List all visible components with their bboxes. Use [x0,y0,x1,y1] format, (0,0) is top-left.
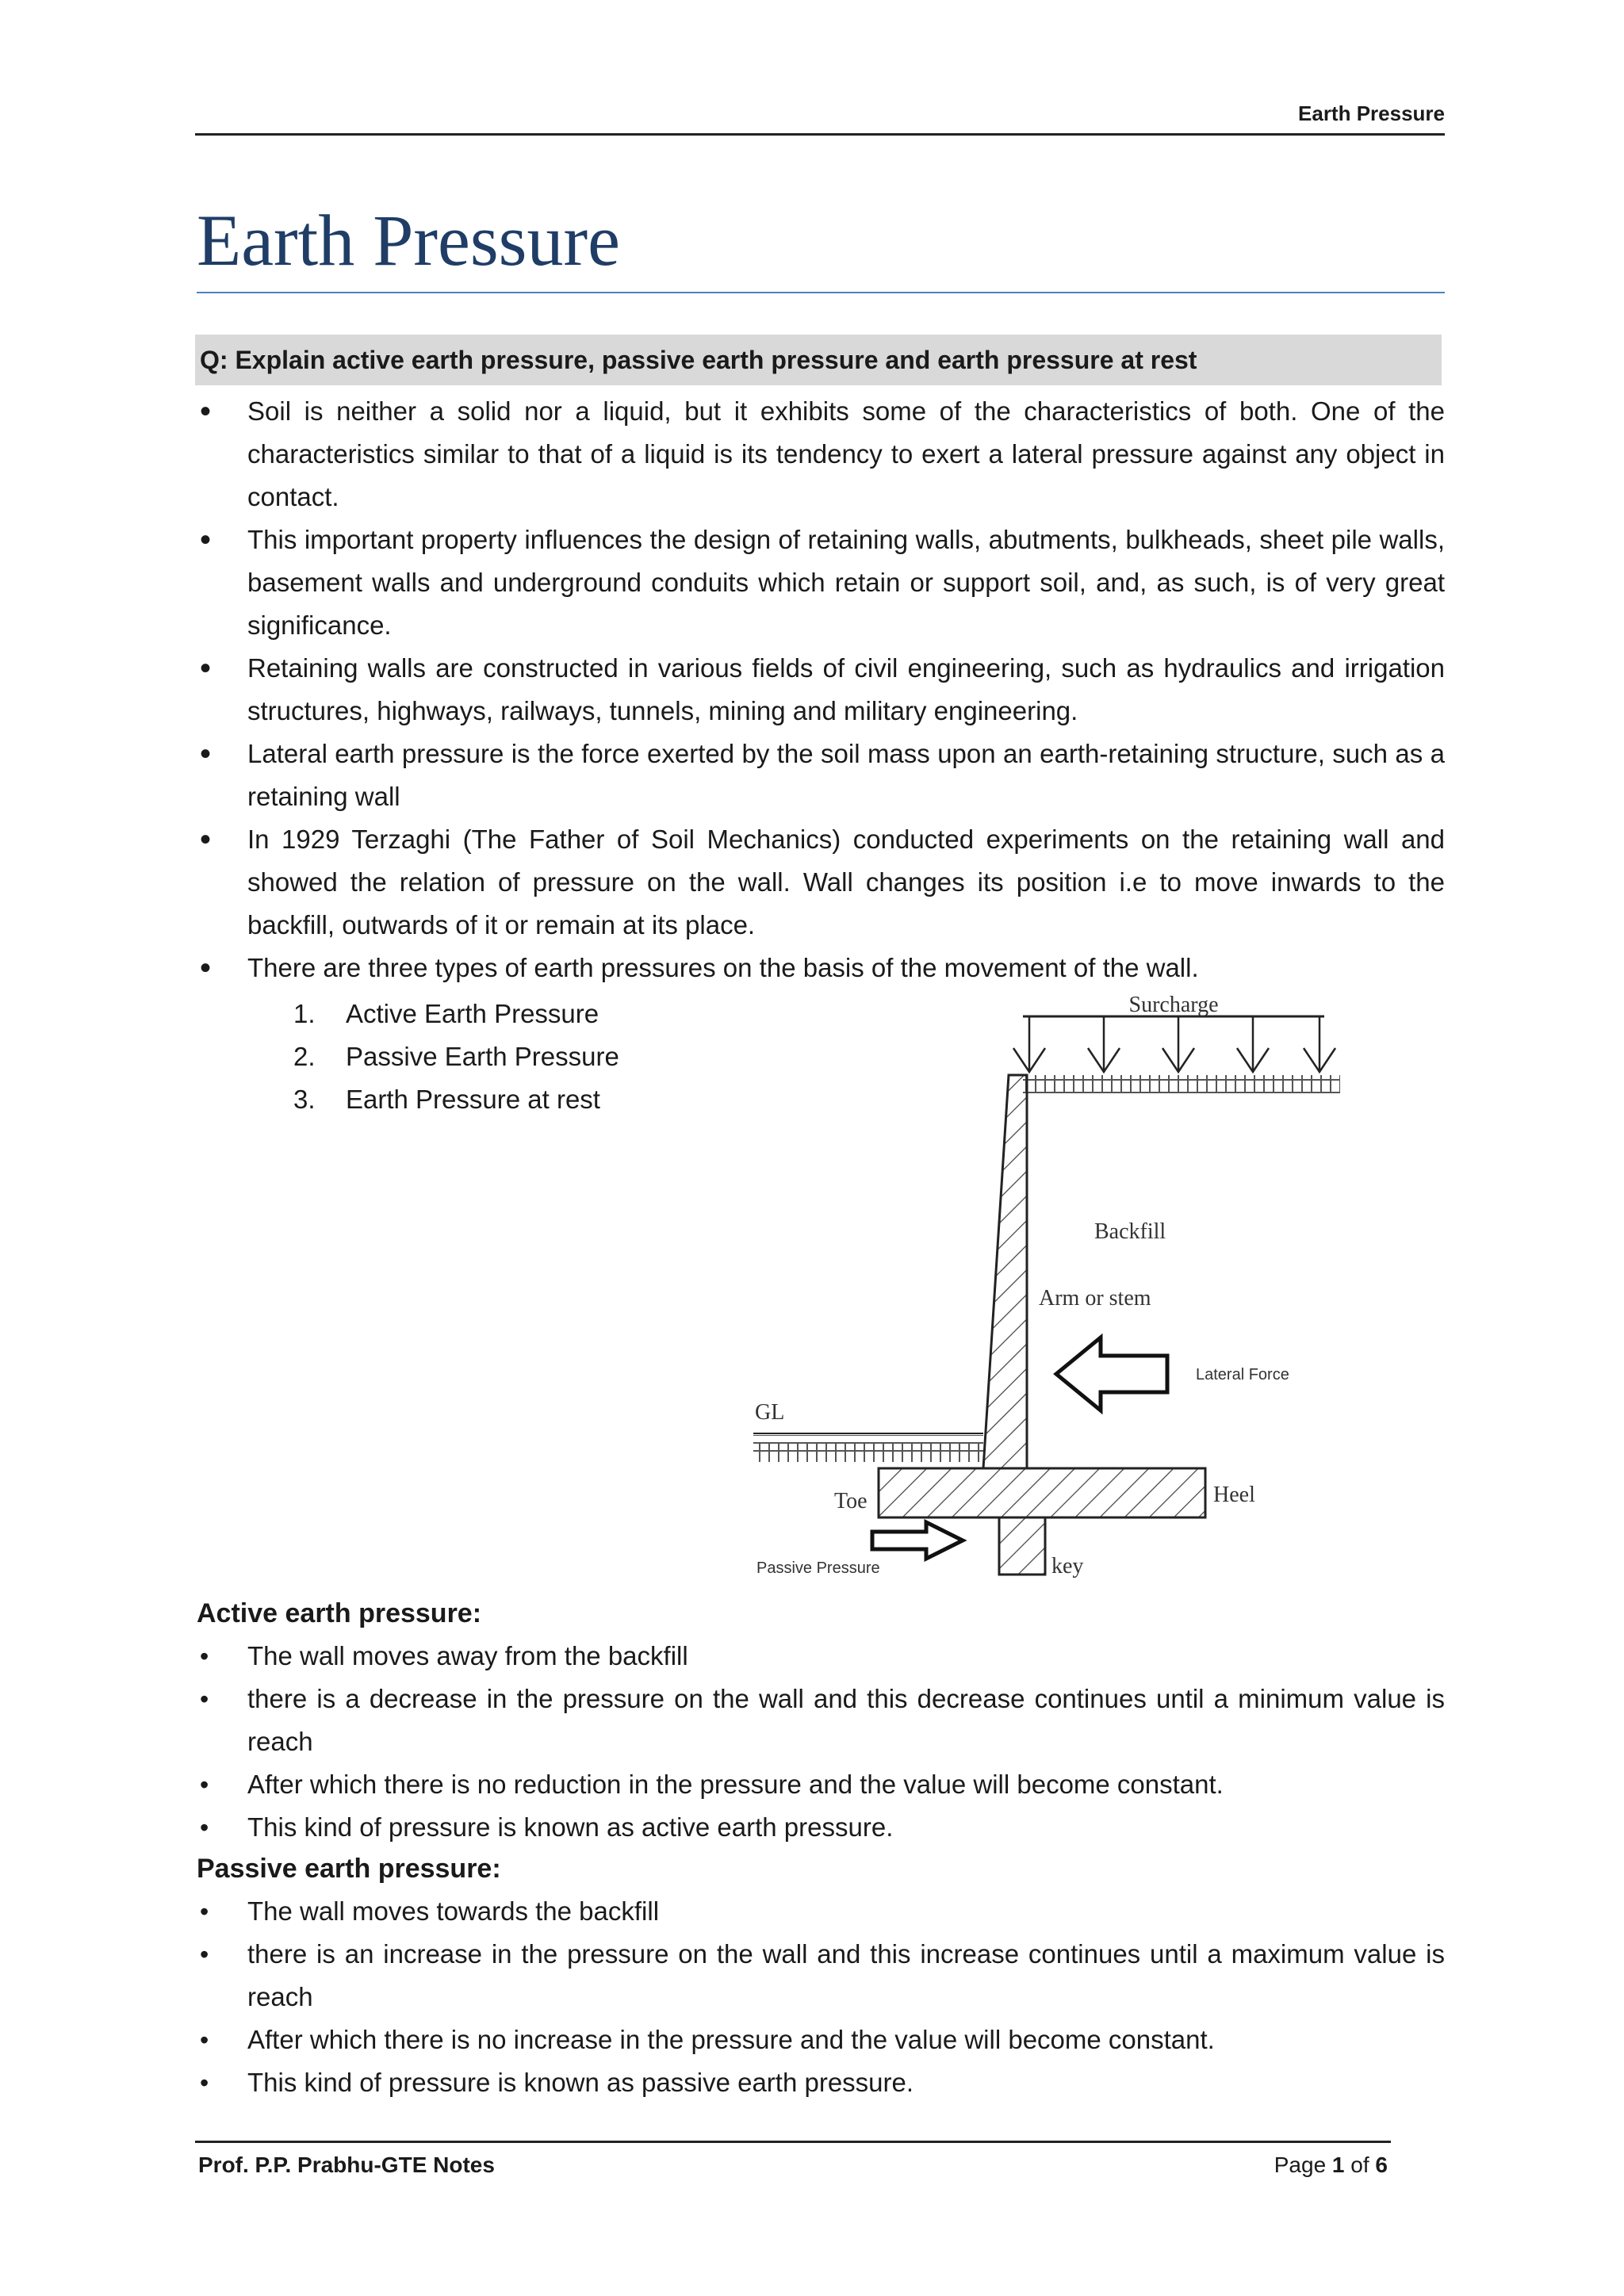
running-header [195,98,1445,136]
list-item: • The wall moves towards the backfill [195,1890,1445,1933]
list-item: • Retaining walls are constructed in various fields of civil engineering, such as hydraulics and irrigation structures, highways, railways, tunnels, mining and military engineering. [195,647,1445,733]
list-item [293,1035,619,1078]
list-item: • The wall moves away from the backfill [195,1635,1445,1678]
list-number: 1. [293,999,316,1028]
list-item: • After which there is no reduction in the pressure and the value will become constant. [195,1763,1445,1806]
list-item: • Soil is neither a solid nor a liquid, but it exhibits some of the characteristics of both. One of the characteristics similar to that of a liquid is its tendency to exert a lateral pressure against any object in contact. [195,390,1445,519]
list-item: • There are three types of earth pressures on the basis of the movement of the wall. [195,947,1445,989]
toe-label: Toe [834,1489,868,1513]
list-item: • This kind of pressure is known as active earth pressure. [195,1806,1445,1849]
gl-label: GL [755,1400,785,1425]
key-label: key [1051,1554,1084,1578]
list-item-label: Earth Pressure at rest [346,1085,600,1114]
intro-bullet-list [195,390,1445,989]
current-page: 1 [1331,2152,1345,2177]
active-earth-pressure-heading: Active earth pressure: [197,1598,482,1628]
list-number: 2. [293,1042,316,1071]
list-item: • This important property influences the design of retaining walls, abutments, bulkheads, sheet pile walls, basement walls and underground conduits which retain or support soil, and, as such, is of very great significance. [195,519,1445,647]
wall-shear-key [999,1517,1045,1575]
lateral-force-label: Lateral Force [1196,1366,1289,1383]
list-item: • there is a decrease in the pressure on the wall and this decrease continues until a minimum value is reach [195,1678,1445,1763]
retaining-wall-diagram [745,983,1364,1594]
footer-author: Prof. P.P. Prabhu-GTE Notes [198,2152,495,2177]
passive-pressure-arrow-icon [872,1522,963,1559]
list-item: • After which there is no increase in the pressure and the value will become constant. [195,2019,1445,2061]
question-heading: Q: Explain active earth pressure, passive earth pressure and earth pressure at rest [195,335,1442,385]
list-item: • This kind of pressure is known as passive earth pressure. [195,2061,1445,2104]
list-item [293,1078,619,1121]
page-number [1274,2152,1388,2178]
page-label: Page [1274,2152,1332,2177]
page-of-label: of [1344,2152,1376,2177]
active-earth-pressure-list [195,1635,1445,1849]
list-item-label: Passive Earth Pressure [346,1042,619,1071]
list-item-label: Active Earth Pressure [346,999,599,1028]
passive-pressure-label: Passive Pressure [756,1559,880,1577]
wall-base-slab [879,1468,1205,1517]
wall-stem [983,1075,1027,1468]
list-item: • Lateral earth pressure is the force exerted by the soil mass upon an earth-retaining structure, such as a retaining wall [195,733,1445,818]
page-footer [195,2141,1391,2184]
arm-label: Arm or stem [1039,1286,1151,1311]
surcharge-load [1013,1016,1335,1072]
list-item: • there is an increase in the pressure on the wall and this increase continues until a maximum value is reach [195,1933,1445,2019]
passive-earth-pressure-heading: Passive earth pressure: [197,1854,501,1884]
list-number: 3. [293,1085,316,1114]
page-title: Earth Pressure [197,197,1445,293]
surcharge-label: Surcharge [1128,993,1219,1017]
backfill-label: Backfill [1094,1219,1166,1244]
passive-earth-pressure-list [195,1890,1445,2104]
heel-label: Heel [1213,1483,1255,1507]
total-pages: 6 [1375,2152,1388,2177]
lateral-force-arrow-icon [1056,1337,1167,1410]
ground-level-soil [753,1435,983,1462]
running-header-title: Earth Pressure [1298,101,1445,125]
earth-pressure-types-list [293,993,619,1121]
list-item [293,993,619,1035]
backfill-soil-surface [1023,1075,1340,1099]
list-item: • In 1929 Terzaghi (The Father of Soil Mechanics) conducted experiments on the retaining wall and showed the relation of pressure on the wall. Wall changes its position i.e to move inwards to the backfill, outwards of it or remain at its place. [195,818,1445,947]
